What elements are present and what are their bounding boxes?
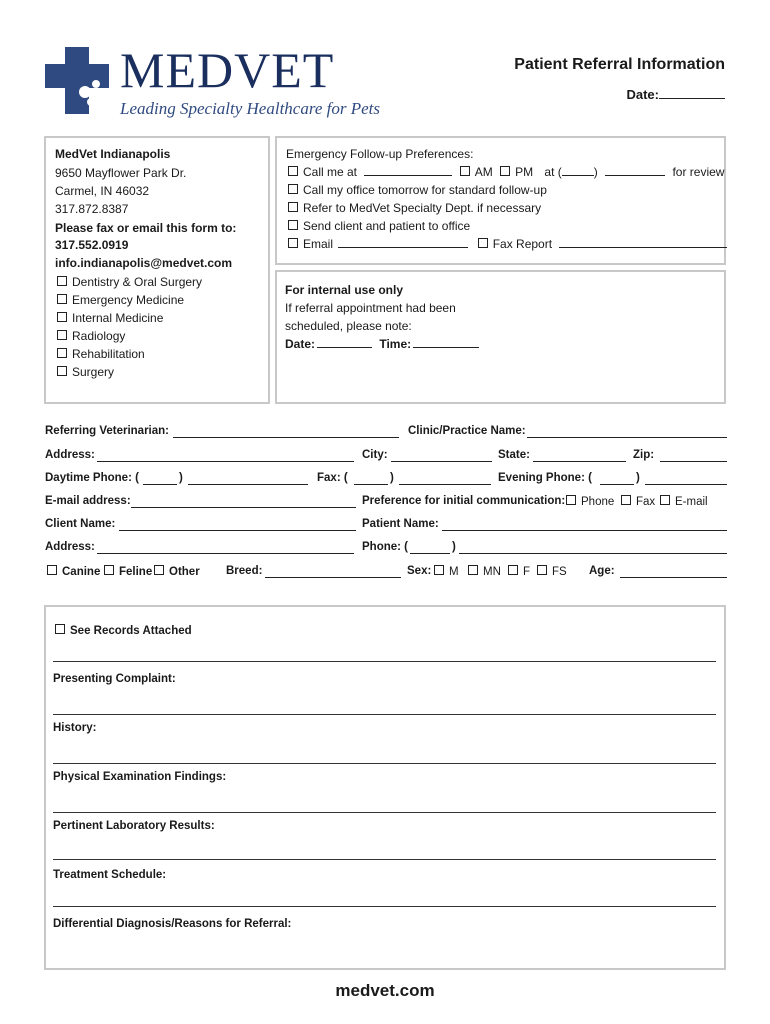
checkbox[interactable] (47, 565, 57, 575)
checkbox-am[interactable] (460, 166, 470, 176)
evening-phone-line[interactable] (645, 484, 727, 485)
dept-emergency[interactable]: Emergency Medicine (57, 291, 184, 309)
sex-fs[interactable]: FS (537, 565, 567, 578)
species-feline[interactable]: Feline (104, 565, 152, 578)
daytime-phone-line[interactable] (188, 484, 308, 485)
internal-date-line[interactable] (317, 336, 372, 348)
internal-use-box (275, 270, 726, 404)
client-phone-line[interactable] (459, 553, 727, 554)
row-referring-vet: Referring Veterinarian: Clinic/Practice Name: (45, 425, 727, 443)
address-line[interactable] (97, 461, 354, 462)
checkbox-fax-report[interactable] (478, 238, 488, 248)
checkbox[interactable] (434, 565, 444, 575)
checkbox[interactable] (57, 366, 67, 376)
treatment-schedule-label: Treatment Schedule: (53, 869, 167, 881)
row-email-preference: E-mail address: Preference for initial communication: Phone Fax E-mail (45, 495, 708, 508)
daytime-area-line[interactable] (143, 484, 177, 485)
checkbox[interactable] (566, 495, 576, 505)
dept-surgery[interactable]: Surgery (57, 363, 114, 381)
row-address: Address: City: State: Zip: (45, 449, 727, 467)
presenting-complaint-label: Presenting Complaint: (53, 673, 176, 685)
checkbox[interactable] (288, 184, 298, 194)
record-write-line[interactable] (53, 763, 716, 764)
referring-vet-line[interactable] (173, 437, 399, 438)
date-input-line[interactable] (659, 87, 725, 99)
pref-email[interactable]: E-mail (660, 495, 708, 508)
time-line[interactable] (605, 164, 665, 176)
row-client-patient: Client Name: Patient Name: (45, 518, 727, 536)
checkbox[interactable] (57, 294, 67, 304)
dept-dentistry[interactable]: Dentistry & Oral Surgery (57, 273, 202, 291)
record-write-line[interactable] (53, 661, 716, 662)
record-write-line[interactable] (53, 714, 716, 715)
followup-email-fax[interactable]: Email Fax Report (288, 235, 727, 253)
city-line[interactable] (391, 461, 492, 462)
internal-time-line[interactable] (413, 336, 479, 348)
row-address-phone: Address: Phone: ( ) (45, 541, 727, 559)
sex-mn[interactable]: MN (468, 565, 501, 578)
checkbox[interactable] (288, 166, 298, 176)
checkbox[interactable] (57, 312, 67, 322)
internal-date-time: Date: Time: (285, 335, 479, 353)
checkbox[interactable] (55, 624, 65, 634)
followup-send-client[interactable]: Send client and patient to office (288, 217, 470, 235)
client-area-line[interactable] (410, 553, 450, 554)
followup-refer-dept[interactable]: Refer to MedVet Specialty Dept. if necessary (288, 199, 541, 217)
date-label: Date: (626, 87, 659, 102)
brand-name: MEDVET (120, 42, 335, 98)
internal-note-1: If referral appointment had been (285, 301, 456, 315)
checkbox[interactable] (288, 220, 298, 230)
clinic-phone: 317.872.8387 (55, 202, 129, 216)
pref-phone[interactable]: Phone (566, 495, 614, 508)
checkbox[interactable] (537, 565, 547, 575)
fax-area-line[interactable] (354, 484, 388, 485)
call-number-line[interactable] (364, 164, 452, 176)
checkbox-email[interactable] (288, 238, 298, 248)
page-title: Patient Referral Information (514, 56, 725, 73)
species-canine[interactable]: Canine (47, 565, 100, 578)
record-write-line[interactable] (53, 812, 716, 813)
species-other[interactable]: Other (154, 565, 200, 578)
checkbox[interactable] (57, 276, 67, 286)
followup-call-tomorrow[interactable]: Call my office tomorrow for standard follow-up (288, 181, 547, 199)
followup-heading: Emergency Follow-up Preferences: (286, 147, 474, 161)
clinic-fax: 317.552.0919 (55, 238, 129, 252)
fax-report-line[interactable] (559, 236, 727, 248)
email-line[interactable] (338, 236, 468, 248)
clinic-email: info.indianapolis@medvet.com (55, 256, 233, 270)
internal-note-2: scheduled, please note: (285, 319, 412, 333)
medvet-logo (45, 42, 385, 122)
pref-fax[interactable]: Fax (621, 495, 655, 508)
checkbox[interactable] (288, 202, 298, 212)
clinic-name: MedVet Indianapolis (55, 147, 171, 161)
checkbox[interactable] (57, 348, 67, 358)
checkbox[interactable] (621, 495, 631, 505)
sex-f[interactable]: F (508, 565, 530, 578)
see-records[interactable]: See Records Attached (55, 624, 192, 637)
followup-box (275, 136, 726, 265)
contact-box (44, 136, 270, 404)
client-address-line[interactable] (97, 553, 354, 554)
fax-note: Please fax or email this form to: (55, 221, 237, 235)
checkbox[interactable] (660, 495, 670, 505)
brand-tagline: Leading Specialty Healthcare for Pets (120, 99, 380, 118)
checkbox[interactable] (508, 565, 518, 575)
email-address-line[interactable] (131, 507, 356, 508)
area-code-line[interactable] (562, 164, 594, 176)
zip-line[interactable] (660, 461, 727, 462)
checkbox[interactable] (154, 565, 164, 575)
history-label: History: (53, 722, 97, 734)
record-write-line[interactable] (53, 859, 716, 860)
clinic-address-1: 9650 Mayflower Park Dr. (55, 166, 187, 180)
internal-heading: For internal use only (285, 283, 404, 297)
sex-m[interactable]: M (434, 565, 459, 578)
checkbox-pm[interactable] (500, 166, 510, 176)
evening-area-line[interactable] (600, 484, 634, 485)
dept-radiology[interactable]: Radiology (57, 327, 125, 345)
differential-diagnosis-label: Differential Diagnosis/Reasons for Referral: (53, 918, 292, 930)
patient-name-line[interactable] (442, 530, 727, 531)
checkbox[interactable] (468, 565, 478, 575)
date-field[interactable] (500, 87, 725, 102)
state-line[interactable] (533, 461, 626, 462)
checkbox[interactable] (57, 330, 67, 340)
footer-url[interactable]: medvet.com (335, 981, 435, 1000)
clinic-address-2: Carmel, IN 46032 (55, 184, 150, 198)
client-name-line[interactable] (119, 530, 356, 531)
clinic-name-line[interactable] (527, 437, 727, 438)
lab-results-label: Pertinent Laboratory Results: (53, 820, 215, 832)
age-line[interactable] (620, 577, 727, 578)
checkbox[interactable] (104, 565, 114, 575)
breed-line[interactable] (265, 577, 401, 578)
records-box (44, 605, 726, 970)
followup-call-me[interactable]: Call me at AM PM at ( ) for review (288, 163, 724, 181)
dept-internal-medicine[interactable]: Internal Medicine (57, 309, 163, 327)
record-write-line[interactable] (53, 906, 716, 907)
row-species: Canine Feline Other Breed: Sex: M MN F FS Age: (45, 565, 727, 583)
dept-rehabilitation[interactable]: Rehabilitation (57, 345, 145, 363)
physical-exam-label: Physical Examination Findings: (53, 771, 227, 783)
row-phones: Daytime Phone: ( ) Fax: ( ) Evening Phone: ( ) (45, 472, 727, 490)
fax-line[interactable] (399, 484, 491, 485)
